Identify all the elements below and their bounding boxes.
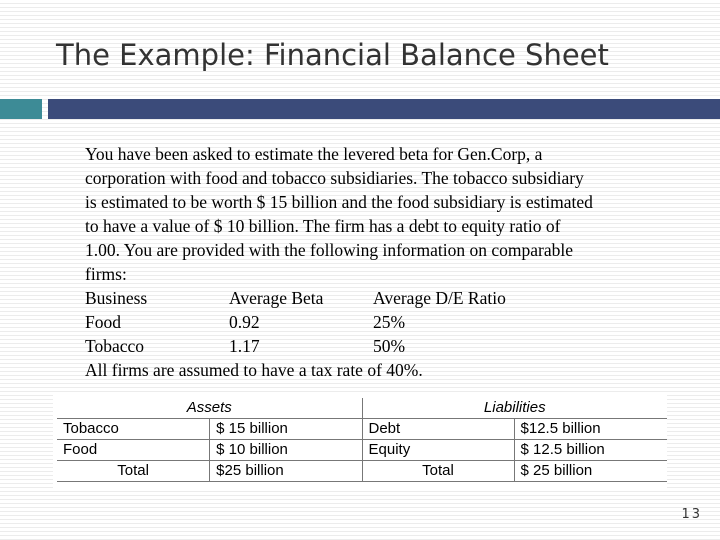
paragraph-line: corporation with food and tobacco subsidiaries. The tobacco subsidiary — [85, 168, 584, 188]
assets-total-label: Total — [57, 461, 210, 482]
comparables-beta: 0.92 — [229, 312, 260, 332]
liabilities-header: Liabilities — [362, 398, 667, 419]
liabilities-total-value: $ 25 billion — [514, 461, 667, 482]
assets-total-value: $25 billion — [210, 461, 362, 482]
asset-name: Food — [57, 440, 210, 461]
comparables-business: Food — [85, 312, 121, 332]
liability-value: $ 12.5 billion — [514, 440, 667, 461]
balance-sheet-table — [53, 394, 667, 490]
comparables-header-business: Business — [85, 288, 148, 308]
table-header-row — [57, 398, 667, 419]
slide-number: 13 — [681, 507, 702, 522]
comparables-beta: 1.17 — [229, 336, 260, 356]
comparables-row — [85, 334, 685, 358]
table-total-row — [57, 461, 667, 482]
paragraph-line: firms: — [85, 264, 127, 284]
paragraph-line: is estimated to be worth $ 15 billion and the food subsidiary is estimated — [85, 192, 593, 212]
table-row — [57, 419, 667, 440]
comparables-row — [85, 310, 685, 334]
liability-name: Equity — [362, 440, 514, 461]
paragraph-line: to have a value of $ 10 billion. The firm has a debt to equity ratio of — [85, 216, 561, 236]
comparables-business: Tobacco — [85, 336, 145, 356]
balance-sheet-grid — [57, 398, 667, 482]
body-text — [85, 142, 685, 382]
comparables-de: 50% — [373, 336, 406, 356]
paragraph-line: 1.00. You are provided with the following information on comparable — [85, 240, 573, 260]
asset-value: $ 15 billion — [210, 419, 362, 440]
asset-name: Tobacco — [57, 419, 210, 440]
comparables-de: 25% — [373, 312, 406, 332]
accent-bar-right — [48, 99, 720, 119]
asset-value: $ 10 billion — [210, 440, 362, 461]
comparables-header-de: Average D/E Ratio — [373, 288, 506, 308]
liabilities-total-label: Total — [362, 461, 514, 482]
accent-bar-left — [0, 99, 42, 119]
footnote: All firms are assumed to have a tax rate of 40%. — [85, 360, 423, 380]
paragraph-line: You have been asked to estimate the levered beta for Gen.Corp, a — [85, 144, 543, 164]
assets-header: Assets — [57, 398, 362, 419]
liability-name: Debt — [362, 419, 514, 440]
liability-value: $12.5 billion — [514, 419, 667, 440]
comparables-header-beta: Average Beta — [229, 288, 324, 308]
table-row — [57, 440, 667, 461]
slide-title: The Example: Financial Balance Sheet — [56, 38, 609, 72]
comparables-header-row — [85, 286, 685, 310]
